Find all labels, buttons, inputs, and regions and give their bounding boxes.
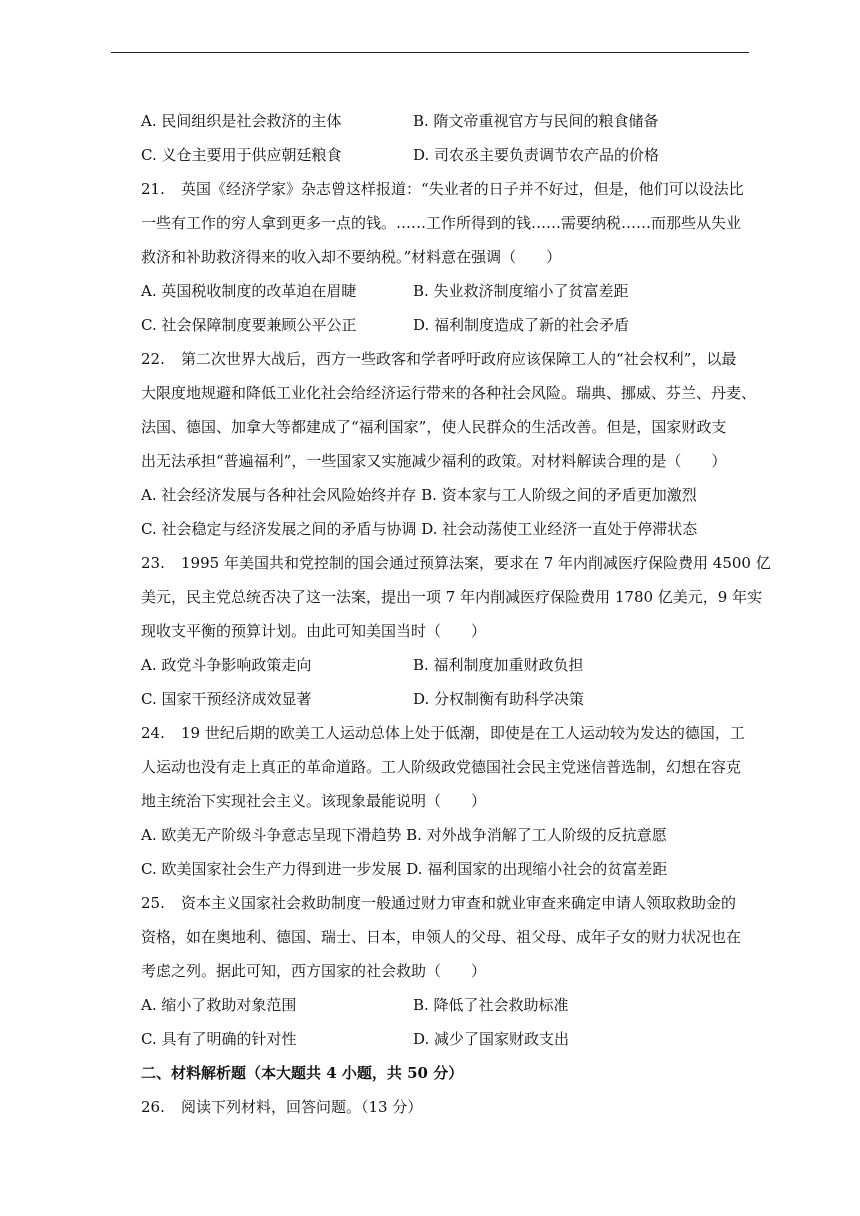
q25-option-c: C. 具有了明确的针对性	[141, 1030, 297, 1048]
q25-stem-line-1: 25. 资本主义国家社会救助制度一般通过财力审查和就业审查来确定申请人领取救助金的	[141, 894, 737, 912]
q20-option-d: D. 司农丞主要负责调节农产品的价格	[413, 146, 660, 164]
q20-option-c: C. 义仓主要用于供应朝廷粮食	[141, 146, 342, 164]
q21-number: 21.	[141, 180, 165, 198]
q24-stem-line-2: 人运动也没有走上真正的革命道路。工人阶级政党德国社会民主党迷信普选制，幻想在容克	[141, 758, 742, 776]
q23-option-a: A. 政党斗争影响政策走向	[141, 656, 312, 674]
q21-stem-line-2: 一些有工作的穷人拿到更多一点的钱。……工作所得到的钱……需要纳税……而那些从失业	[141, 214, 742, 232]
section-2-heading: 二、材料解析题（本大题共 4 小题，共 50 分）	[141, 1064, 464, 1082]
q21-stem-line-3: 救济和补助救济得来的收入却不要纳税。”材料意在强调（ ）	[141, 248, 562, 266]
q25-number: 25.	[141, 894, 165, 912]
q20-option-a: A. 民间组织是社会救济的主体	[141, 112, 342, 130]
q23-stem-line-1: 23. 1995 年美国共和党控制的国会通过预算法案，要求在 7 年内削减医疗保险费用 4500 亿	[141, 554, 771, 572]
q23-number: 23.	[141, 554, 165, 572]
q24-option-ab: A. 欧美无产阶级斗争意志呈现下滑趋势 B. 对外战争消解了工人阶级的反抗意愿	[141, 826, 667, 844]
q26-stem-line-1: 26. 阅读下列材料，回答问题。（13 分）	[141, 1098, 423, 1116]
header-rule	[111, 52, 749, 53]
q22-option-cd: C. 社会稳定与经济发展之间的矛盾与协调 D. 社会动荡使工业经济一直处于停滞状态	[141, 520, 698, 538]
q26-number: 26.	[141, 1098, 165, 1116]
q22-stem-line-2: 大限度地规避和降低工业化社会给经济运行带来的各种社会风险。瑞典、挪威、芬兰、丹麦、	[141, 384, 757, 402]
q23-stem-line-2: 美元，民主党总统否决了这一法案，提出一项 7 年内削减医疗保险费用 1780 亿美元，9 年实	[141, 588, 763, 606]
q24-option-cd: C. 欧美国家社会生产力得到进一步发展 D. 福利国家的出现缩小社会的贫富差距	[141, 860, 668, 878]
q21-option-d: D. 福利制度造成了新的社会矛盾	[413, 316, 630, 334]
q22-stem-line-3: 法国、德国、加拿大等都建成了“福利国家”，使人民群众的生活改善。但是，国家财政支	[141, 418, 727, 436]
q24-stem-line-1: 24. 19 世纪后期的欧美工人运动总体上处于低潮，即使是在工人运动较为发达的德国，工	[141, 724, 745, 742]
q20-option-b: B. 隋文帝重视官方与民间的粮食储备	[413, 112, 659, 130]
q22-stem-line-1: 22. 第二次世界大战后，西方一些政客和学者呼吁政府应该保障工人的“社会权利”，以最	[141, 350, 737, 368]
q23-option-c: C. 国家干预经济成效显著	[141, 690, 312, 708]
q23-option-b: B. 福利制度加重财政负担	[413, 656, 584, 674]
q21-stem-line-1: 21. 英国《经济学家》杂志曾这样报道：“失业者的日子并不好过，但是，他们可以设法比	[141, 180, 744, 198]
q21-option-c: C. 社会保障制度要兼顾公平公正	[141, 316, 357, 334]
q23-stem-line-3: 现收支平衡的预算计划。由此可知美国当时（ ）	[141, 622, 487, 640]
q22-stem-line-4: 出无法承担“普遍福利”，一些国家又实施减少福利的政策。对材料解读合理的是（ ）	[141, 452, 727, 470]
q21-option-b: B. 失业救济制度缩小了贫富差距	[413, 282, 629, 300]
q24-number: 24.	[141, 724, 165, 742]
q25-stem-line-2: 资格，如在奥地利、德国、瑞士、日本，申领人的父母、祖父母、成年子女的财力状况也在	[141, 928, 742, 946]
q25-option-d: D. 减少了国家财政支出	[413, 1030, 570, 1048]
q22-number: 22.	[141, 350, 165, 368]
q24-stem-line-3: 地主统治下实现社会主义。该现象最能说明（ ）	[141, 792, 487, 810]
q23-option-d: D. 分权制衡有助科学决策	[413, 690, 585, 708]
q21-option-a: A. 英国税收制度的改革迫在眉睫	[141, 282, 357, 300]
q25-option-a: A. 缩小了救助对象范围	[141, 996, 297, 1014]
q25-stem-line-3: 考虑之列。据此可知，西方国家的社会救助（ ）	[141, 962, 487, 980]
q25-option-b: B. 降低了社会救助标准	[413, 996, 569, 1014]
q22-option-ab: A. 社会经济发展与各种社会风险始终并存 B. 资本家与工人阶级之间的矛盾更加激烈	[141, 486, 697, 504]
